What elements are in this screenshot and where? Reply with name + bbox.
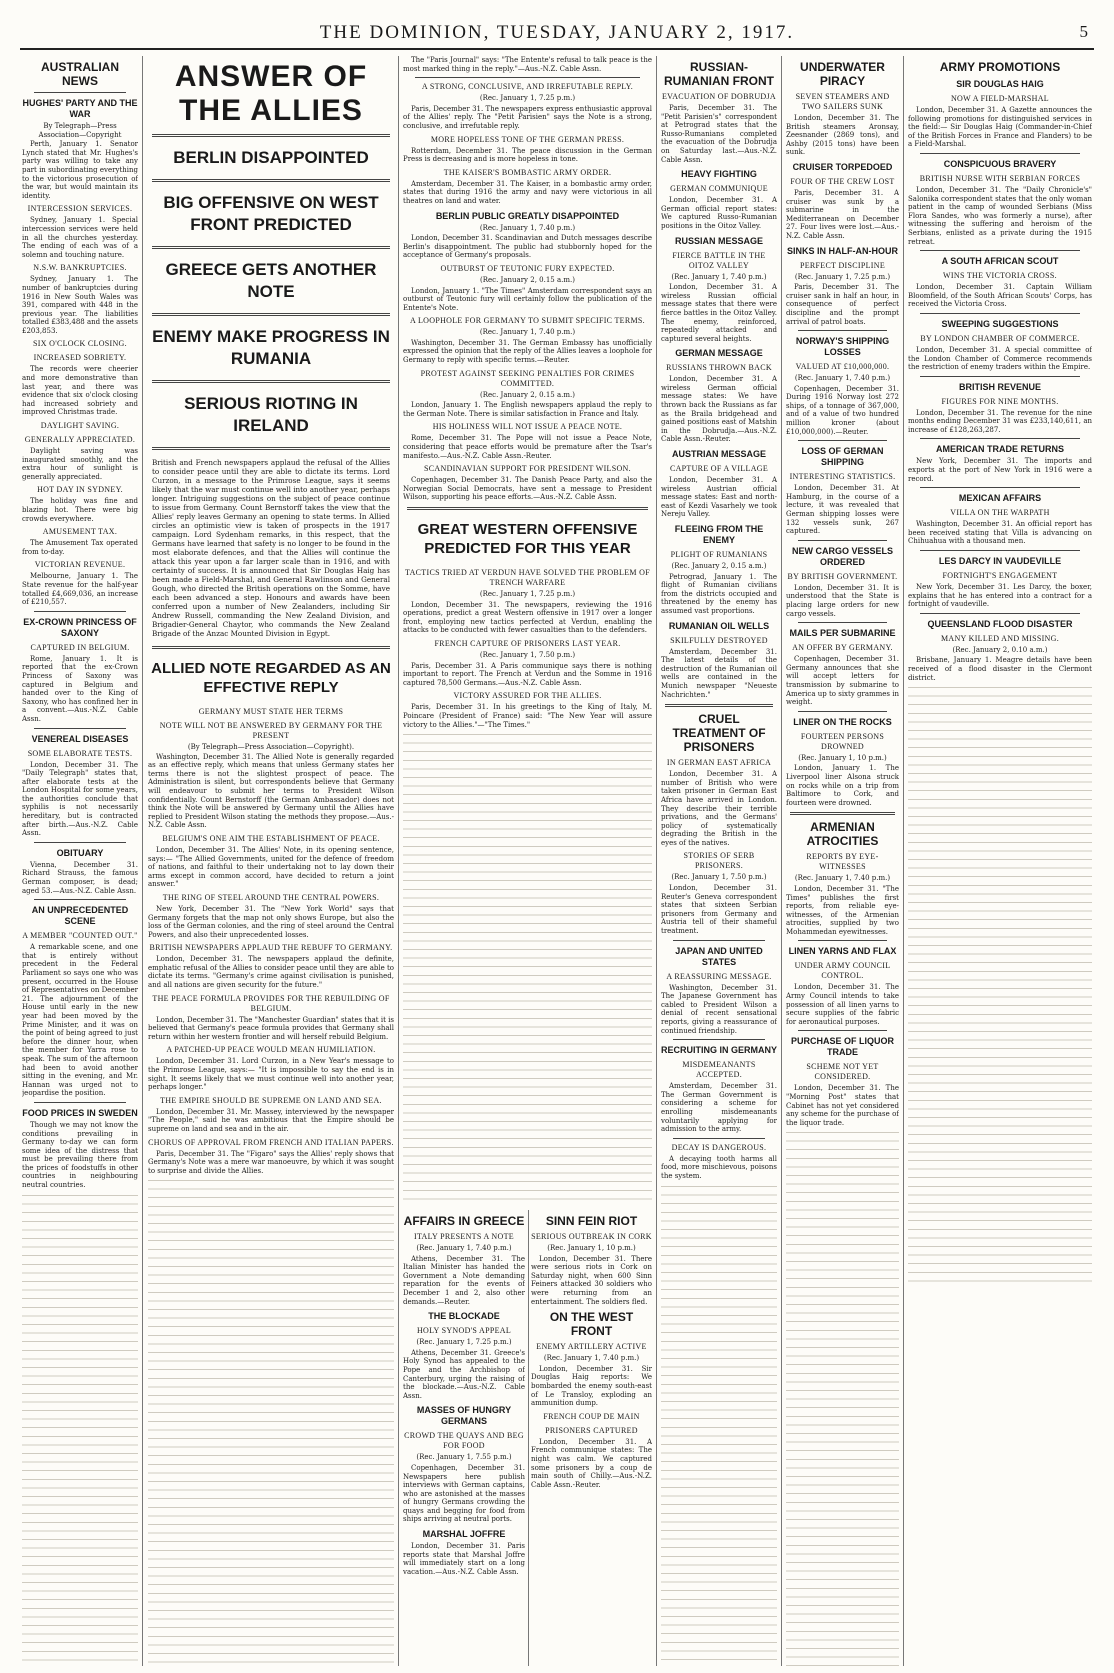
subheading: SKILFULLY DESTROYED <box>670 635 768 645</box>
article-text: Daylight saving was inaugurated smoothly, and the extra hour of sunlight is generally appreciated. <box>22 447 138 481</box>
subheading: FOURTEEN PERSONS DROWNED <box>800 731 885 751</box>
article-text: The Amusement Tax operated from to-day. <box>22 539 138 556</box>
received-time: (Rec. January 1, 10 p.m.) <box>798 753 887 762</box>
received-time: (Rec. January 1, 7.50 p.m.) <box>479 650 576 659</box>
article-text: London, December 31. "The Times" publishes the first reports, from reliable eye-witnesses, of the Armenian atrocities, supplied by two Mohammedan eyewitnesses. <box>786 884 899 936</box>
subheading: SCHEME NOT YET CONSIDERED. <box>806 1062 879 1082</box>
headline: BERLIN PUBLIC GREATLY DISAPPOINTED <box>435 210 620 221</box>
article-text: The holiday was fine and blazing hot. There were big crowds everywhere. <box>22 497 138 523</box>
masthead-title: THE DOMINION, TUESDAY, JANUARY 2, 1917. <box>319 22 795 43</box>
article-text: New York, December 31. Les Darcy, the boxer, explains that he has entered into a contract for a fortnight of vaudeville. <box>908 583 1092 609</box>
article-text: Washington, December 31. The Allied Note is generally regarded as an effective reply, which means that unless Germany states her terms there is not the slightest prospect of peace. The Administration is silent, but correspondents believe that Germany will endeavour to submit her terms to President Wilson confidentially. Count Bernstorff (the German Ambassador) does not think the Note will be answered by Germany until the Allies have replied to President Wilson stating the methods they propose.—Aus.-N.Z. Cable Assn. <box>148 752 394 830</box>
subheading: BRITISH NURSE WITH SERBIAN FORCES <box>919 173 1081 183</box>
headline: NORWAY'S SHIPPING LOSSES <box>795 336 890 358</box>
text-filler <box>148 1177 394 1666</box>
received-time: (Rec. January 1, 7.25 p.m.) <box>416 1338 512 1347</box>
article-text: Though we may not know the conditions prevailing in Germany to-day we can form some idea of the distress that must be prevailing there from the prices of foodstuffs in other countries in neighbouring neutral countries. <box>22 1120 138 1190</box>
received-time: (Rec. January 1, 7.40 p.m.) <box>479 223 576 232</box>
article-text: London, December 31. A number of British who were taken prisoner in German East Africa have arrived in London. They describe their terrible privations, and the Germans' policy of systematically degrading the British in the eyes of the natives. <box>661 770 777 847</box>
received-time: (Rec. January 1, 7.40 p.m.) <box>543 1354 640 1363</box>
headline: CRUISER TORPEDOED <box>792 161 893 172</box>
subheading: SERIOUS OUTBREAK IN CORK <box>531 1232 652 1241</box>
article-text: Petrograd, January 1. The flight of Rumanian civilians from the districts occupied and threatened by the enemy has assumed vast proportions. <box>661 572 777 615</box>
main-headline: ANSWER OF THE ALLIES <box>174 60 368 127</box>
subheading: IN GERMAN EAST AFRICA <box>666 758 772 768</box>
article-text: London, December 31. The Allies' Note, in its opening sentence, says:— "The Allied Governments, united for the defence of freedom of nations, and faithful to their undertaking not to lay down their arms except in common accord, have decided to return a joint answer." <box>148 845 394 889</box>
subheading: PLIGHT OF RUMANIANS <box>670 550 768 559</box>
headline: MASSES OF HUNGRY GERMANS <box>416 1405 512 1427</box>
headline: HEAVY FIGHTING <box>681 169 757 180</box>
subheading: THE EMPIRE SHOULD BE SUPREME ON LAND AND SEA. <box>160 1095 382 1105</box>
subheading: NOW A FIELD-MARSHAL <box>950 94 1049 103</box>
article-text: London, December 31. Scandinavian and Dutch messages describe Berlin's disappointment. The public had stubbornly hoped for the acceptance of Germany's proposals. <box>403 234 652 260</box>
subheading: SIX O'CLOCK CLOSING. <box>33 339 127 349</box>
article-text: London, December 31. Paris reports state that Marshal Joffre will immediately start on a long vacation.—Aus.-N.Z. Cable Assn. <box>403 1542 525 1576</box>
article-text: London, December 31. A special committee of the London Chamber of Commerce recommends the restriction of enemy traders within the Empire. <box>908 345 1092 372</box>
received-time: (Rec. January 1, 7.50 p.m.) <box>671 873 767 882</box>
article-text: London, December 31. The "Morning Post" states that Cabinet has not yet considered any scheme for the purchase of the liquor trade. <box>786 1084 899 1127</box>
subheading: TACTICS TRIED AT VERDUN HAVE SOLVED THE PROBLEM OF TRENCH WARFARE <box>405 568 650 587</box>
headline: JAPAN AND UNITED STATES <box>675 945 763 967</box>
article-text: London, December 31. A wireless Russian official message states that there were fierce battles in the Oitoz Valley. The enemy, reinforced, repeatedly attacked and captured several heights. <box>661 283 777 343</box>
article-text: Vienna, December 31. Richard Strauss, the famous German composer, is dead; aged 53.—Aus.-N.Z. Cable Assn. <box>22 860 138 895</box>
column-2 <box>148 56 394 1666</box>
subheading: GERMAN COMMUNIQUE <box>670 184 768 194</box>
article-text: London, December 31. A Gazette announces the following promotions for distinguished services in the field:— Sir Douglas Haig (Commander-in-Chief of the British Forces in France and Flanders) to be a Field-Marshal. <box>908 106 1092 149</box>
subheading: THE KAISER'S BOMBASTIC ARMY ORDER. <box>443 167 612 177</box>
article-text: London, December 31. The Army Council intends to take possession of all linen yarns to secure supplies of the fabric for aeronautical purposes. <box>786 983 899 1026</box>
headline: LOSS OF GERMAN SHIPPING <box>801 446 884 468</box>
article-text: London, December 31. There were serious riots in Cork on Saturday night, when 600 Sinn Feiners attacked 30 soldiers who were returning from an entertainment. The soldiers fled. <box>531 1254 652 1306</box>
subheading: FRENCH CAPTURE OF PRISONERS LAST YEAR. <box>434 638 621 648</box>
subheading: A REASSURING MESSAGE. <box>666 971 772 981</box>
subheading: HOT DAY IN SYDNEY. <box>37 485 123 495</box>
article-text: London, December 31. At Hamburg, in the course of a lecture, it was revealed that German shipping losses were 132 vessels sunk, 267 captured. <box>786 484 899 536</box>
article-text: Sydney, January 1. The number of bankruptcies during 1916 in New South Wales was 391, compared with 448 in the previous year. The liabilities totalled £383,488 and the assets £203,853. <box>22 275 138 335</box>
received-time: (Rec. January 2, 0.15 a.m.) <box>480 390 575 399</box>
article-text: London, December 31. A wireless Austrian official message states: East and north-east of Kezdi Vasarhely we took Nereju Valley. <box>661 476 777 519</box>
subheading: BY LONDON CHAMBER OF COMMERCE. <box>920 333 1080 343</box>
article-text: New York, December 31. The imports and exports at the port of New York in 1916 were a record. <box>908 457 1092 483</box>
headline: AUSTRIAN MESSAGE <box>671 449 766 460</box>
received-time: (Rec. January 1, 10 p.m.) <box>547 1244 636 1252</box>
article-text: Paris, December 31. The "Petit Parisien's" correspondent at Petrograd states that the Russo-Rumanians completed the evacuation of the Dobrudja on Saturday last.—Aus.-N.Z. Cable Assn. <box>661 104 777 164</box>
article-text: Paris, December 31. The "Figaro" says the Allies' reply shows that Germany's Note was a mere war manoeuvre, by which it was sought to surprise and divide the Allies. <box>148 1149 394 1175</box>
lead-paragraph: British and French newspapers applaud the refusal of the Allies to consider peace until they are able to dictate its terms. Lord Curzon, in a message to the Primrose League, says it seems likely that the war must continue well into another year, perhaps longer. Intriguing suggestions on the subject of peace continue to issue from Germany. Count Bernstorff takes the view that the Allies' reply leaves Germany an opening to state terms. In Allied circles an optimistic view is taken of prospects in the 1917 campaign. Lord Sydenham remarks, in this respect, that the Germans have learned that safety is no longer to be found in the most elaborate defences, and that the Allies will continue the attack this year upon a far larger scale than in 1916, and with certainty of success. It is announced that Sir Douglas Haig has been made a Field-Marshal, and General Rawlinson and General Gough, who directed the British operations on the Somme, have each been advanced a step. Honours and awards have been conferred upon a number of New Zealanders, including Sir Andrew Russell, commanding the New Zealand Division, and Brigadier-General Chaytor, who commands the New Zealand Brigade of the Anzac Mounted Division in Egypt. <box>152 458 390 638</box>
headline: ON THE WEST FRONT <box>549 1310 634 1339</box>
received-time: (Rec. January 1, 7.25 p.m.) <box>479 94 576 103</box>
text-filler <box>403 731 652 1206</box>
article-text: Copenhagen, December 31. The Danish Peace Party, and also the Norwegian Social Democrats, have sent a message to President Wilson, supporting his peace efforts.—Aus.-N.Z. Cable Assn. <box>403 476 652 502</box>
subheading: A LOOPHOLE FOR GERMANY TO SUBMIT SPECIFIC TERMS. <box>410 316 645 326</box>
subheading: OUTBURST OF TEUTONIC FURY EXPECTED. <box>440 263 615 273</box>
headline: RUSSIAN-RUMANIAN FRONT <box>664 60 774 88</box>
page-number: 5 <box>1079 22 1090 41</box>
subheading: PERFECT DISCIPLINE <box>799 260 886 270</box>
subheading: CAPTURE OF A VILLAGE <box>669 464 769 474</box>
subheading: DECAY IS DANGEROUS. <box>671 1142 767 1152</box>
subheading: INTERESTING STATISTICS. <box>789 472 896 482</box>
subheading: MANY KILLED AND MISSING. <box>940 633 1059 643</box>
column-rule <box>656 56 657 1666</box>
headline: GREAT WESTERN OFFENSIVE PREDICTED FOR THIS YEAR <box>417 521 638 557</box>
text-filler <box>22 1192 138 1666</box>
received-time: (Rec. January 1, 7.55 p.m.) <box>416 1453 512 1462</box>
headline: SINKS IN HALF-AN-HOUR <box>787 245 898 256</box>
subheading: MISDEMEANANTS ACCEPTED. <box>682 1060 756 1080</box>
headline: FLEEING FROM THE ENEMY <box>674 524 764 545</box>
credit-line: By Telegraph—Press Association—Copyright <box>38 122 122 139</box>
article-text: London, January 1. The Liverpool liner Alsona struck on rocks while on a trip from Baltimore to Cork, and fourteen were drowned. <box>786 764 899 807</box>
article-text: Copenhagen, December 31. Newspapers here publish interviews with German captains, who are astonished at the masses of hungry Germans crowding the quays and begging for food from ships arriving at neutral ports. <box>403 1463 525 1524</box>
article-text: Washington, December 31. The Japanese Government has cabled to President Wilson a denial of recent sensational reports, giving a reassurance of continued friendship. <box>661 983 777 1035</box>
text-filler <box>908 684 1092 1284</box>
subheading: UNDER ARMY COUNCIL CONTROL. <box>794 961 891 981</box>
subheading: VALUED AT £10,000,000. <box>795 362 890 372</box>
headline: AN UNPRECEDENTED SCENE <box>31 905 129 927</box>
subheading: WINS THE VICTORIA CROSS. <box>943 271 1057 281</box>
headline: AFFAIRS IN GREECE <box>403 1214 525 1228</box>
headline: AMERICAN TRADE RETURNS <box>936 444 1064 455</box>
column-4 <box>661 56 777 1666</box>
article-text: The "Paris Journal" says: "The Entente's refusal to talk peace is the most marked thing in the reply."—Aus.-N.Z. Cable Assn. <box>403 56 652 73</box>
received-time: (Rec. January 1, 7.40 p.m.) <box>794 374 891 383</box>
article-text: The records were cheerier and more demonstrative than last year, and there was evidence that six o'clock closing had increased sobriety and improved Christmas trade. <box>22 365 138 417</box>
subheading: ENEMY ARTILLERY ACTIVE <box>536 1342 647 1352</box>
subheading: A STRONG, CONCLUSIVE, AND IRREFUTABLE REPLY. <box>421 82 634 92</box>
subheading: A PATCHED-UP PEACE WOULD MEAN HUMILIATION. <box>166 1045 376 1055</box>
article-text: Amsterdam, December 31. The latest details of the destruction of the Rumanian oil wells are contained in the Munich newspaper "Neueste Nachrichten." <box>661 647 777 699</box>
article-text: Athens, December 31. Greece's Holy Synod has appealed to the Pope and the Archbishop of Canterbury, urging the raising of the blockade.—Aus.-N.Z. Cable Assn. <box>403 1348 525 1400</box>
headline: MARSHAL JOFFRE <box>422 1529 506 1540</box>
column-rule <box>142 56 143 1666</box>
headline: RUMANIAN OIL WELLS <box>668 620 770 631</box>
article-text: London, January 1. The English newspapers applaud the reply to the German Note. There is similar satisfaction in France and Italy. <box>403 401 652 418</box>
headline: BIG OFFENSIVE ON WEST FRONT PREDICTED <box>163 193 379 234</box>
article-text: London, December 31. A wireless German official message states: We have thrown back the Russians as far as the Braila bridgehead and gained positions east of Matshin in the Dobrudja.—Aus.-N.Z. Cable Assn.-Reuter. <box>661 375 777 444</box>
article-text: Rome, January 1. It is reported that the ex-Crown Princess of Saxony was captured in Belgium and handed over to the King of Saxony, who has confined her in a convent.—Aus.-N.Z. Cable Assn. <box>22 654 138 723</box>
subheading: BY BRITISH GOVERNMENT. <box>787 571 898 581</box>
subheading: A MEMBER "COUNTED OUT." <box>22 931 138 941</box>
article-text: Paris, December 31. A cruiser was sunk by a submarine in the Mediterranean on December 27. Four lives were lost.—Aus.-N.Z. Cable Assn. <box>786 188 899 240</box>
received-time: (Rec. January 1, 7.25 p.m.) <box>479 590 576 598</box>
headline: ENEMY MAKE PROGRESS IN RUMANIA <box>152 327 390 368</box>
subheading: THE PEACE FORMULA PROVIDES FOR THE REBUILDING OF BELGIUM. <box>152 993 390 1013</box>
headline: UNDERWATER PIRACY <box>800 60 885 88</box>
headline: EX-CROWN PRINCESS OF SAXONY <box>23 616 137 638</box>
subheading: INCREASED SOBRIETY. <box>33 353 127 363</box>
article-text: Paris, December 31. The cruiser sank in half an hour, in consequence of perfect discipline and the prompt arrival of patrol boats. <box>786 283 899 326</box>
headline: LINEN YARNS AND FLAX <box>788 946 897 957</box>
headline: ARMY PROMOTIONS <box>939 60 1061 74</box>
article-text: Amsterdam, December 31. The Kaiser, in a bombastic army order, states that during 1916 the army and navy were victorious in all theatres on land and water. <box>403 179 652 205</box>
article-text: Amsterdam, December 31. The German Government is considering a scheme for enrolling misdemeanants voluntarily applying for admission to the army. <box>661 1082 777 1134</box>
subheading: FORTNIGHT'S ENGAGEMENT <box>942 571 1058 581</box>
article-text: Paris, December 31. In his greetings to the King of Italy, M. Poincare (President of France) said: "The New Year will assure victory to the Allies."—"The Times." <box>403 703 652 729</box>
article-text: London, January 1. "The Times" Amsterdam correspondent says an outburst of Teutonic fury will certainly follow the publication of the Entente's Note. <box>403 286 652 312</box>
headline: A SOUTH AFRICAN SCOUT <box>941 256 1059 267</box>
article-text: London, December 31. The "Daily Telegraph" states that, after elaborate tests at the London Hospital for some years, the authorities conclude that syphilis is not necessarily hereditary, but is contracted after birth.—Aus.-N.Z. Cable Assn. <box>22 760 138 838</box>
received-time: (Rec. January 1, 7.40 p.m.) <box>794 874 891 883</box>
column-rule <box>903 56 904 1666</box>
text-filler <box>661 1183 777 1666</box>
subheading: CAPTURED IN BELGIUM. <box>30 642 130 652</box>
headline: QUEENSLAND FLOOD DISASTER <box>927 618 1073 629</box>
subheading: NOTE WILL NOT BE ANSWERED BY GERMANY FOR THE PRESENT <box>159 721 383 740</box>
article-text: London, December 31. The revenue for the nine months ending December 31 was £233,140,611, an increase of £128,263,287. <box>908 408 1092 434</box>
subheading: INTERCESSION SERVICES. <box>27 204 133 214</box>
column-1 <box>22 56 138 1666</box>
headline: THE BLOCKADE <box>428 1311 500 1322</box>
headline: RECRUITING IN GERMANY <box>661 1045 777 1056</box>
received-time: (Rec. January 2, 0.15 a.m.) <box>480 275 575 284</box>
article-text: London, December 31. Reuter's Geneva correspondent states that sixteen Serbian prisoners from Germany and Austria tell of their shameful treatment. <box>661 884 777 936</box>
article-text: Paris, December 31. A Paris communique says there is nothing important to report. The French at Verdun and the Somme in 1916 captured 78,500 Germans.—Aus.-N.Z. Cable Assn. <box>403 661 652 687</box>
article-text: Sydney, January 1. Special intercession services were held in all the churches yesterday. The ending of each was of a solemn and touching nature. <box>22 216 138 259</box>
subheading: CROWD THE QUAYS AND BEG FOR FOOD <box>404 1431 524 1451</box>
article-text: Athens, December 31. The Italian Minister has handed the Government a Note demanding reparation for the events of December 1 and 2, also other demands.—Reuter. <box>403 1254 525 1306</box>
article-text: Rotterdam, December 31. The peace discussion in the German Press is decreasing and is more hopeless in tone. <box>403 146 652 164</box>
headline: SWEEPING SUGGESTIONS <box>941 318 1059 329</box>
received-time: (Rec. January 1, 7.40 p.m.) <box>416 1244 512 1252</box>
article-text: Perth, January 1. Senator Lynch stated that Mr. Hughes's party was willing to take any part in subordinating everything to the victorious prosecution of the war, but would maintain its identity. <box>22 140 138 200</box>
subheading: FIERCE BATTLE IN THE OITOZ VALLEY <box>672 250 766 270</box>
subheading: REPORTS BY EYE-WITNESSES <box>806 852 879 872</box>
article-text: London, December 31. The newspapers, reviewing the 1916 operations, predict a great Western offensive in 1917 over a longer front, employing new tactics perfected at Verdun, enabling the attacks to be conducted with fewer casualties than to the defenders. <box>403 600 652 635</box>
column-6 <box>908 56 1092 1666</box>
headline: FOOD PRICES IN SWEDEN <box>22 1107 138 1118</box>
subheading: RUSSIANS THROWN BACK <box>666 363 772 373</box>
article-text: Melbourne, January 1. The State revenue for the half-year totalled £4,669,036, an increase of £210,557. <box>22 572 138 607</box>
article-text: Copenhagen, December 31. During 1916 Norway lost 272 ships, of a tonnage of 367,000, and of a value of two hundred million kroner (about £10,000,000).—Reuter. <box>786 384 899 436</box>
headline: ALLIED NOTE REGARDED AS AN EFFECTIVE REPLY <box>151 660 391 696</box>
column-rule <box>528 1210 529 1666</box>
subheading: GENERALLY APPRECIATED. <box>24 435 136 445</box>
subheading: GERMANY MUST STATE HER TERMS <box>198 707 344 716</box>
headline: BERLIN DISAPPOINTED <box>173 148 369 167</box>
column-3a <box>403 1210 525 1666</box>
article-text: Washington, December 31. An official report has been received stating that Villa is advancing on Chihuahua with a thousand men. <box>908 520 1092 546</box>
subheading: EVACUATION OF DOBRUDJA <box>661 92 777 101</box>
subheading: MORE HOPELESS TONE OF THE GERMAN PRESS. <box>430 134 625 144</box>
column-rule <box>398 56 399 1666</box>
subheading: PRISONERS CAPTURED <box>545 1425 638 1435</box>
headline: SIR DOUGLAS HAIG <box>956 79 1044 89</box>
received-time: (Rec. January 1, 7.40 p.m.) <box>479 328 576 337</box>
headline: BRITISH REVENUE <box>958 381 1041 392</box>
subheading: FIGURES FOR NINE MONTHS. <box>941 396 1059 406</box>
article-text: Rome, December 31. The Pope will not issue a Peace Note, considering that peace efforts would be premature after the Tsar's manifesto.—Aus.-N.Z. Cable Assn.-Reuter. <box>403 434 652 460</box>
article-text: London, December 31. Sir Douglas Haig reports: We bombarded the enemy south-east of Le Transloy, exploding an ammunition dump. <box>531 1364 652 1408</box>
headline: LES DARCY IN VAUDEVILLE <box>938 556 1062 567</box>
masthead <box>20 18 1094 50</box>
headline: SINN FEIN RIOT <box>545 1214 638 1228</box>
article-text: London, December 31. The newspapers applaud the definite, emphatic refusal of the Allies to consider peace until they are able to dictate its terms. "Germany's crime against civilisation is punished, and all nations are given security for the future." <box>148 955 394 990</box>
received-time: (Rec. January 1, 7.40 p.m.) <box>671 272 767 281</box>
headline: RUSSIAN MESSAGE <box>674 235 763 246</box>
subheading: BELGIUM'S ONE AIM THE ESTABLISHMENT OF PEACE. <box>162 833 380 843</box>
subheading: VILLA ON THE WARPATH <box>950 508 1050 518</box>
subheading: VICTORY ASSURED FOR THE ALLIES. <box>453 691 602 701</box>
headline: LINER ON THE ROCKS <box>793 716 892 727</box>
received-time: (Rec. January 2, 0.10 a.m.) <box>952 645 1048 654</box>
column-5 <box>786 56 899 1666</box>
text-filler <box>786 1129 899 1666</box>
subheading: N.S.W. BANKRUPTCIES. <box>33 263 127 273</box>
column-rule <box>781 56 782 1666</box>
article-text: A remarkable scene, and one that is entirely without precedent in the Federal Parliament so says one who was present, occurred in the House of Representatives on December 21. The adjournment of the House until early in the new year had been moved by the Prime Minister, and it was on the point of being agreed to just before the dinner hour, when the member for Yarra rose to speak. The sum of the afternoon had been to avoid another sitting in the evening, and Mr. Hannan was urged not to jeopardise the position. <box>22 943 138 1098</box>
subheading: STORIES OF SERB PRISONERS. <box>683 851 755 871</box>
headline: VENEREAL DISEASES <box>31 733 129 744</box>
received-time: (Rec. January 1, 7.25 p.m.) <box>794 272 891 281</box>
subheading: SOME ELABORATE TESTS. <box>27 748 133 758</box>
article-text: Paris, December 31. The newspapers express enthusiastic approval of the Allies' reply. The "Petit Parisien" says the Note is a strong, conclusive, and irrefutable reply. <box>403 104 652 130</box>
headline: CRUEL TREATMENT OF PRISONERS <box>672 712 766 755</box>
headline: ARMENIAN ATROCITIES <box>806 820 879 849</box>
article-text: Brisbane, January 1. Meagre details have been received of a flood disaster in the Clermont district. <box>908 656 1092 682</box>
headline: PURCHASE OF LIQUOR TRADE <box>790 1036 894 1058</box>
subheading: FRENCH COUP DE MAIN <box>543 1411 640 1421</box>
article-text: London, December 31. Captain William Bloomfield, of the South African Scouts' Corps, has received the Victoria Cross. <box>908 283 1092 309</box>
article-text: Copenhagen, December 31. Germany announces that she will accept letters for transmission by submarine to America up to sixty grammes in weight. <box>786 655 899 707</box>
article-text: London, December 31. The "Manchester Guardian" states that it is believed that Germany's peace formula provides that Germany shall return within her western frontier and will herself rebuild Belgium. <box>148 1015 394 1041</box>
headline: MEXICAN AFFAIRS <box>958 493 1042 504</box>
headline: AUSTRALIAN NEWS <box>41 60 119 88</box>
headline: MAILS PER SUBMARINE <box>789 628 896 639</box>
subheading: AN OFFER BY GERMANY. <box>792 643 893 653</box>
credit-line: (By Telegraph—Press Association—Copyright). <box>187 743 355 751</box>
subheading: ITALY PRESENTS A NOTE <box>414 1232 514 1241</box>
article-text: London, December 31. Mr. Massey, interviewed by the newspaper "The People," said he was ambitious that the Empire should be supreme on land and sea and in the air. <box>148 1107 394 1133</box>
headline: SERIOUS RIOTING IN IRELAND <box>184 394 358 435</box>
column-3 <box>403 56 652 1206</box>
article-text: Washington, December 31. The German Embassy has unofficially expressed the opinion that the reply of the Allies leaves a loophole for Germany to reply with specific terms.—Reuter. <box>403 338 652 365</box>
article-text: London, December 31. Lord Curzon, in a New Year's message to the Primrose League, says:— "It is impossible to say the end is in sight. It seems likely that we must continue well into another year, perhaps longer." <box>148 1057 394 1092</box>
headline: HUGHES' PARTY AND THE WAR <box>22 98 138 119</box>
subheading: BRITISH NEWSPAPERS APPLAUD THE REBUFF TO GERMANY. <box>149 943 393 953</box>
subheading: CHORUS OF APPROVAL FROM FRENCH AND ITALIAN PAPERS. <box>148 1137 394 1147</box>
subheading: PROTEST AGAINST SEEKING PENALTIES FOR CRIMES COMMITTED. <box>420 368 635 388</box>
article-text: London, December 31. It is understood that the State is placing large orders for new cargo vessels. <box>786 583 899 618</box>
subheading: HOLY SYNOD'S APPEAL <box>416 1326 512 1336</box>
headline: CONSPICUOUS BRAVERY <box>943 158 1057 169</box>
subheading: VICTORIAN REVENUE. <box>34 560 126 570</box>
column-3b <box>531 1210 652 1666</box>
headline: OBITUARY <box>56 847 104 858</box>
subheading: SCANDINAVIAN SUPPORT FOR PRESIDENT WILSON. <box>424 464 631 474</box>
headline: NEW CARGO VESSELS ORDERED <box>791 545 893 567</box>
article-text: London, December 31. The "Daily Chronicle's" Salonika correspondent states that the only woman patient in the camp of wounded Serbians (Miss Flora Sandes, who was formerly a nurse), after witnessing the suffering and heroism of the Serbians, enlisted as a private during the 1915 retreat. <box>908 185 1092 246</box>
subheading: THE RING OF STEEL AROUND THE CENTRAL POWERS. <box>162 892 380 902</box>
article-text: London, December 31. A German official report states: We captured Russo-Rumanian positions in the Oitoz Valley. <box>661 196 777 230</box>
subheading: SEVEN STEAMERS AND TWO SAILERS SUNK <box>795 92 890 111</box>
article-text: London, December 31. The British steamers Aronsay, Zeesnander (2869 tons), and Ashby (2015 tons) have been sunk. <box>786 114 899 157</box>
received-time: (Rec. January 2, 0.15 a.m.) <box>671 562 767 570</box>
article-text: London, December 31. A French communique states: The night was calm. We captured some prisoners by a coup de main south of Chilly.—Aus.-N.Z. Cable Assn.-Reuter. <box>531 1437 652 1489</box>
subheading: DAYLIGHT SAVING. <box>40 421 120 431</box>
headline: GREECE GETS ANOTHER NOTE <box>165 260 377 301</box>
subheading: FOUR OF THE CREW LOST <box>790 176 895 186</box>
headline: GERMAN MESSAGE <box>675 348 763 359</box>
article-text: A decaying tooth harms all food, more mischievous, poisons the system. <box>661 1154 777 1180</box>
article-text: New York, December 31. The "New York World" says that Germany forgets that the map not only shows Europe, but also the loss of the German colonies, and the ring of steel around the Central Powers, and also their unprecedented losses. <box>148 904 394 939</box>
subheading: AMUSEMENT TAX. <box>42 527 118 537</box>
subheading: HIS HOLINESS WILL NOT ISSUE A PEACE NOTE. <box>432 422 623 432</box>
